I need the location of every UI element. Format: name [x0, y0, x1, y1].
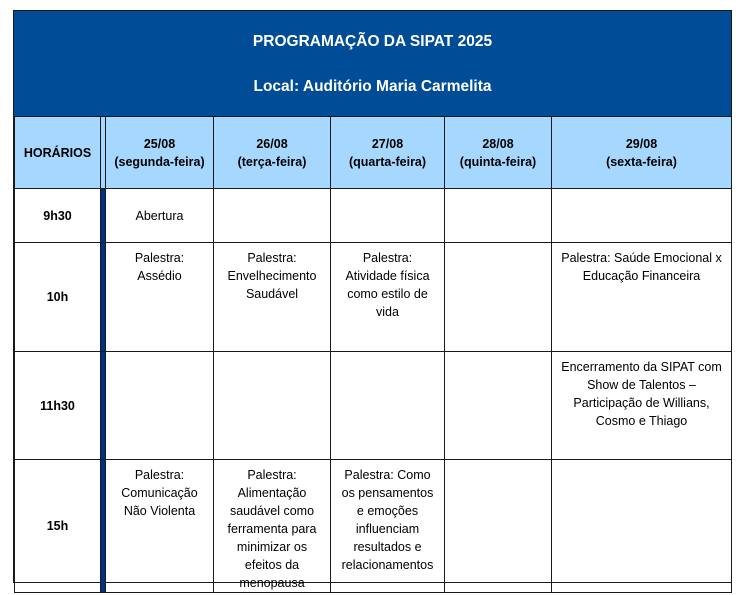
day-header: 27/08 (quarta-feira) [331, 117, 445, 189]
table-row [15, 460, 732, 593]
event-text-line: Atividade física [345, 269, 430, 283]
event-text-line: ferramenta para [227, 522, 317, 536]
event-text-line: saudável como [229, 504, 315, 518]
event-cell [552, 189, 732, 243]
event-cell [214, 243, 331, 352]
event-text-line: Palestra: Como [344, 468, 431, 482]
time-cell: 15h [15, 460, 101, 593]
event-text-line: relacionamentos [341, 558, 434, 572]
event-text-line: Alimentação [237, 486, 307, 500]
event-text-line: influenciam [355, 522, 420, 536]
event-cell [445, 189, 552, 243]
location-label: Local: Auditório Maria Carmelita [253, 78, 492, 95]
event-cell [552, 352, 732, 460]
event-text-line: Não Violenta [123, 504, 196, 518]
event-text-line: Palestra: [247, 251, 297, 265]
page-title: PROGRAMAÇÃO DA SIPAT 2025 [252, 33, 493, 50]
event-text-line: Envelhecimento [227, 269, 317, 283]
event-cell [331, 189, 445, 243]
event-cell [331, 352, 445, 460]
event-text-line: Educação Financeira [582, 269, 701, 283]
event-cell [214, 352, 331, 460]
event-text-line: resultados e [353, 540, 422, 554]
event-text-line: Palestra: [247, 468, 297, 482]
event-cell [552, 243, 732, 352]
event-text-line: menopausa [239, 576, 305, 590]
event-text-line: Encerramento da SIPAT com [561, 360, 722, 374]
event-text-line: Palestra: [362, 251, 413, 265]
event-text-line: Assédio [137, 269, 182, 283]
event-text-line: Participação de Willians, [573, 396, 710, 410]
event-cell [552, 460, 732, 593]
schedule-sheet [13, 10, 732, 590]
event-cell [106, 189, 214, 243]
event-cell [106, 352, 214, 460]
day-header: 25/08 (segunda-feira) [106, 117, 214, 189]
header-banner [14, 11, 731, 117]
event-cell [106, 243, 214, 352]
event-cell [106, 460, 214, 593]
event-cell [214, 189, 331, 243]
event-text-line: os pensamentos [341, 486, 434, 500]
event-text-line: Palestra: [134, 468, 185, 482]
event-cell [331, 243, 445, 352]
event-text-line: Palestra: Saúde Emocional x [561, 251, 722, 265]
event-text-line: efeitos da [244, 558, 300, 572]
event-text-line: Comunicação [121, 486, 198, 500]
event-text-line: como estilo de [347, 287, 428, 301]
event-cell [445, 460, 552, 593]
event-text-line: Palestra: [134, 251, 185, 265]
time-cell: 9h30 [15, 189, 101, 243]
event-cell [214, 460, 331, 593]
event-text-line: e emoções [356, 504, 419, 518]
event-text-line: Abertura [135, 208, 184, 223]
schedule-table [14, 116, 732, 593]
header-row [15, 117, 732, 189]
table-row [15, 352, 732, 460]
table-row [15, 189, 732, 243]
time-cell: 10h [15, 243, 101, 352]
time-column-header: HORÁRIOS [15, 117, 101, 189]
event-text-line: Saudável [245, 287, 299, 301]
schedule-body [15, 189, 732, 593]
event-text-line: Show de Talentos – [587, 378, 696, 392]
day-header: 29/08 (sexta-feira) [552, 117, 732, 189]
event-cell [445, 243, 552, 352]
event-cell [331, 460, 445, 593]
table-row [15, 243, 732, 352]
day-header: 26/08 (terça-feira) [214, 117, 331, 189]
event-text-line: minimizar os [236, 540, 308, 554]
time-cell: 11h30 [15, 352, 101, 460]
event-cell [445, 352, 552, 460]
event-text-line: Cosmo e Thiago [595, 414, 688, 428]
event-text-line: vida [376, 305, 399, 319]
day-header: 28/08 (quinta-feira) [445, 117, 552, 189]
